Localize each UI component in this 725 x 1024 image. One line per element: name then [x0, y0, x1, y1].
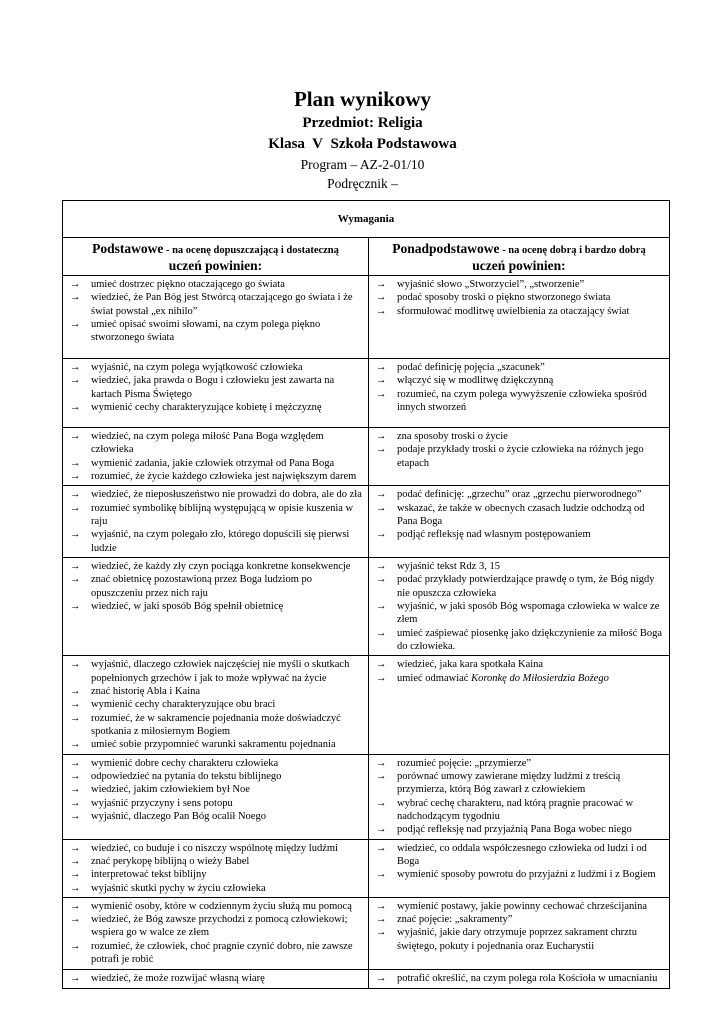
basic-cell [63, 486, 369, 558]
requirement-item [369, 926, 666, 953]
arrow-bullet-icon: → [376, 279, 387, 290]
requirement-text: umieć opisać swoimi słowami, na czym polega piękno stworzonego świata [91, 318, 321, 344]
table-row [63, 969, 670, 988]
requirement-text: potrafić określić, na czym polega rola Kościoła w umacnianiu [397, 972, 658, 984]
requirement-text: wiedzieć, że każdy zły czyn pociąga konkretne konsekwencje [91, 560, 351, 572]
basic-cell [63, 656, 369, 754]
requirement-text: rozumieć pojęcie: „przymierze” [397, 757, 532, 769]
arrow-bullet-icon: → [70, 489, 81, 501]
requirement-text: wymienić sposoby powrotu do przyjaźni z ludźmi i z Bogiem [397, 869, 656, 881]
arrow-bullet-icon: → [70, 431, 81, 442]
requirement-item [369, 658, 666, 671]
requirement-text: wyjaśnić, dlaczego Pan Bóg ocalił Noego [91, 810, 266, 822]
requirement-text: znać perykopę biblijną o wieży Babel [91, 855, 250, 867]
requirement-text: wymienić osoby, które w codziennym życiu służą mu pomocą [91, 900, 352, 912]
arrow-bullet-icon: → [70, 972, 81, 984]
column-header-advanced-line1 [373, 240, 665, 258]
arrow-bullet-icon: → [70, 685, 81, 697]
requirement-text: interpretować tekst biblijny [91, 869, 207, 881]
arrow-bullet-icon: → [70, 712, 81, 724]
requirement-item [369, 627, 666, 654]
advanced-cell [369, 839, 670, 897]
arrow-bullet-icon: → [376, 292, 387, 304]
requirement-item [369, 573, 666, 600]
requirement-item [63, 457, 365, 470]
requirement-item [63, 361, 365, 374]
requirement-text: zna sposoby troski o życie [397, 431, 508, 442]
document-header [0, 0, 725, 193]
arrow-bullet-icon: → [70, 502, 81, 514]
arrow-bullet-icon: → [70, 699, 81, 711]
basic-cell [63, 428, 369, 486]
requirement-text: umieć odmawiać Koronkę do Miłosierdzia Bożego [397, 672, 609, 684]
requirement-item [369, 797, 666, 824]
requirement-text: wskazać, że także w obecnych czasach ludzie odchodzą od Pana Boga [397, 502, 645, 527]
arrow-bullet-icon: → [70, 529, 81, 541]
requirement-item [369, 900, 666, 913]
requirement-item [63, 738, 365, 751]
arrow-bullet-icon: → [70, 574, 81, 586]
arrow-bullet-icon: → [70, 940, 81, 952]
basic-cell [63, 897, 369, 969]
requirement-text: podjąć refleksję nad własnym postępowaniem [397, 529, 591, 541]
document-title: Plan wynikowy [293, 87, 432, 111]
table-row [63, 428, 670, 486]
requirement-item [63, 757, 365, 770]
requirement-item [63, 913, 365, 940]
arrow-bullet-icon: → [376, 529, 387, 541]
arrow-bullet-icon: → [70, 375, 81, 387]
basic-cell [63, 276, 369, 359]
advanced-cell [369, 276, 670, 359]
arrow-bullet-icon: → [376, 842, 387, 854]
advanced-cell [369, 428, 670, 486]
arrow-bullet-icon: → [70, 401, 81, 413]
requirement-text: wymienić cechy charakteryzujące obu braci [91, 699, 276, 711]
requirement-item [369, 502, 666, 529]
requirement-item [369, 972, 666, 985]
arrow-bullet-icon: → [70, 457, 81, 469]
requirement-item [63, 842, 365, 855]
column-subtitle-basic: uczeń powinien: [168, 258, 263, 273]
arrow-bullet-icon: → [376, 375, 387, 387]
table-row [63, 486, 670, 558]
table-row [63, 839, 670, 897]
requirement-text: wiedzieć, że nieposłuszeństwo nie prowadzi do dobra, ale do zła [91, 489, 362, 501]
arrow-bullet-icon: → [376, 560, 387, 572]
subject-line: Przedmiot: Religia [302, 115, 423, 131]
requirement-item [369, 291, 666, 304]
requirement-text: podać definicję: „grzechu” oraz „grzechu pierworodnego” [397, 489, 642, 501]
requirement-item [369, 770, 666, 797]
requirement-text: wiedzieć, jakim człowiekiem był Noe [91, 784, 250, 796]
requirement-text: rozumieć, że w sakramencie pojednania może doświadczyć spotkania z miłosiernym Bogiem [91, 712, 341, 737]
requirement-item [369, 430, 666, 443]
arrow-bullet-icon: → [70, 470, 81, 482]
requirement-item [63, 810, 365, 823]
requirement-item [63, 488, 365, 501]
requirement-item [369, 913, 666, 926]
requirement-item [369, 560, 666, 573]
requirement-text: podjąć refleksję nad przyjaźnią Pana Boga wobec niego [397, 824, 632, 836]
requirement-item [63, 470, 365, 483]
requirement-item [63, 868, 365, 881]
requirement-text: podać definicję pojęcia „szacunek” [397, 362, 545, 373]
requirement-item [63, 278, 365, 291]
arrow-bullet-icon: → [376, 600, 387, 612]
arrow-bullet-icon: → [376, 770, 387, 782]
requirement-item [369, 757, 666, 770]
requirement-item [63, 573, 365, 600]
column-subtitle-advanced: uczeń powinien: [472, 258, 566, 273]
arrow-bullet-icon: → [376, 972, 387, 984]
arrow-bullet-icon: → [376, 824, 387, 836]
advanced-cell [369, 557, 670, 655]
requirement-item [63, 658, 365, 685]
requirement-text: odpowiedzieć na pytania do tekstu biblijnego [91, 770, 282, 782]
requirement-item [369, 361, 666, 374]
arrow-bullet-icon: → [376, 388, 387, 400]
advanced-cell [369, 754, 670, 839]
table-row [63, 557, 670, 655]
table-caption: Wymagania [63, 201, 670, 238]
requirement-text: wiedzieć, co oddala współczesnego człowieka od ludzi i od Boga [397, 842, 647, 867]
requirement-text: wymienić zadania, jakie człowiek otrzymał od Pana Boga [91, 457, 335, 469]
basic-cell [63, 359, 369, 428]
requirement-text: wyjaśnić skutki pychy w życiu człowieka [91, 882, 266, 894]
requirement-item [369, 868, 666, 881]
requirement-text: wiedzieć, na czym polega miłość Pana Boga względem człowieka [91, 431, 324, 456]
table-row [63, 276, 670, 359]
arrow-bullet-icon: → [376, 797, 387, 809]
requirement-text: umieć zaśpiewać piosenkę jako dziękczynienie za miłość Boga do człowieka. [397, 627, 663, 652]
basic-cell [63, 969, 369, 988]
requirement-item [63, 401, 365, 414]
requirement-text: rozumieć, na czym polega wywyższenie człowieka spośród innych stworzeń [397, 388, 647, 413]
basic-cell [63, 839, 369, 897]
requirement-text: wiedzieć, w jaki sposób Bóg spełnił obietnicę [91, 600, 284, 612]
arrow-bullet-icon: → [70, 869, 81, 881]
arrow-bullet-icon: → [70, 318, 81, 330]
column-header-basic [63, 238, 369, 276]
arrow-bullet-icon: → [376, 431, 387, 442]
column-header-advanced [369, 238, 670, 276]
requirement-text: wiedzieć, że Pan Bóg jest Stwórcą otaczającego go świata i że świat powstał „ex nihilo” [91, 292, 353, 317]
arrow-bullet-icon: → [376, 489, 387, 501]
requirement-item [63, 600, 365, 613]
arrow-bullet-icon: → [70, 739, 81, 751]
advanced-cell [369, 359, 670, 428]
arrow-bullet-icon: → [70, 914, 81, 926]
requirement-text: wyjaśnić, na czym polega wyjątkowość człowieka [91, 362, 303, 373]
table-row [63, 359, 670, 428]
arrow-bullet-icon: → [70, 810, 81, 822]
arrow-bullet-icon: → [70, 757, 81, 769]
requirement-item [63, 797, 365, 810]
arrow-bullet-icon: → [376, 627, 387, 639]
requirement-text: wiedzieć, że może rozwijać własną wiarę [91, 972, 265, 984]
arrow-bullet-icon: → [376, 914, 387, 926]
arrow-bullet-icon: → [70, 770, 81, 782]
textbook-line: Podręcznik – [327, 176, 398, 191]
arrow-bullet-icon: → [70, 797, 81, 809]
requirement-item [369, 528, 666, 541]
advanced-cell [369, 656, 670, 754]
requirement-item [369, 823, 666, 836]
table-row [63, 656, 670, 754]
requirements-tbody [63, 276, 670, 989]
requirement-text: wybrać cechę charakteru, nad którą pragnie pracować w nadchodzącym tygodniu [397, 797, 634, 822]
requirement-text: umieć dostrzec piękno otaczającego go świata [91, 279, 285, 290]
requirement-item [63, 900, 365, 913]
arrow-bullet-icon: → [376, 927, 387, 939]
caption-row [63, 201, 670, 238]
requirement-item [369, 672, 666, 685]
requirement-text: wyjaśnić, na czym polegało zło, którego dopuścili się pierwsi ludzie [91, 529, 350, 554]
requirement-text: wyjaśnić przyczyny i sens potopu [91, 797, 233, 809]
requirement-text: wyjaśnić, jakie dary otrzymuje poprzez sakrament chrztu świętego, pokuty i pojednania oraz Eucharystii [397, 927, 637, 952]
requirement-text: włączyć się w modlitwę dziękczynną [397, 375, 554, 387]
arrow-bullet-icon: → [70, 560, 81, 572]
requirement-text: wymienić cechy charakteryzujące kobietę i mężczyznę [91, 401, 322, 413]
requirement-item [63, 528, 365, 555]
arrow-bullet-icon: → [376, 672, 387, 684]
column-title-basic: Podstawowe [92, 241, 164, 256]
arrow-bullet-icon: → [70, 784, 81, 796]
arrow-bullet-icon: → [70, 600, 81, 612]
requirement-item [63, 430, 365, 457]
table-row [63, 754, 670, 839]
requirement-text: wyjaśnić, w jaki sposób Bóg wspomaga człowieka w walce ze złem [397, 600, 660, 626]
advanced-cell [369, 897, 670, 969]
requirement-text: wiedzieć, że Bóg zawsze przychodzi z pomocą człowiekowi; wspiera go w walce ze złem [91, 914, 348, 939]
advanced-cell [369, 486, 670, 558]
arrow-bullet-icon: → [70, 292, 81, 304]
requirement-item [63, 698, 365, 711]
requirement-item [63, 685, 365, 698]
arrow-bullet-icon: → [70, 842, 81, 854]
requirement-item [63, 560, 365, 573]
arrow-bullet-icon: → [70, 279, 81, 290]
arrow-bullet-icon: → [376, 574, 387, 586]
requirement-item [63, 770, 365, 783]
column-header-basic-line1 [67, 240, 364, 258]
class-line: Klasa V Szkoła Podstawowa [268, 136, 457, 152]
requirement-item [63, 712, 365, 739]
arrow-bullet-icon: → [70, 900, 81, 912]
requirement-text: wiedzieć, jaka kara spotkała Kaina [397, 659, 544, 671]
arrow-bullet-icon: → [376, 305, 387, 317]
column-qualifier-advanced: - na ocenę dobrą i bardzo dobrą [499, 245, 646, 256]
requirement-item [369, 388, 666, 415]
requirement-item [369, 278, 666, 291]
column-title-advanced: Ponadpodstawowe [392, 241, 500, 256]
requirement-text-italic: Koronkę do Miłosierdzia Bożego [471, 672, 609, 684]
requirement-item [63, 374, 365, 401]
requirement-item [369, 488, 666, 501]
requirement-item [369, 443, 666, 470]
arrow-bullet-icon: → [376, 757, 387, 769]
requirements-table [62, 200, 670, 989]
requirement-item [63, 972, 365, 985]
advanced-cell [369, 969, 670, 988]
column-qualifier-basic: - na ocenę dopuszczającą i dostateczną [163, 245, 339, 256]
requirement-item [63, 502, 365, 529]
requirement-item [369, 842, 666, 869]
arrow-bullet-icon: → [376, 502, 387, 514]
requirement-item [369, 374, 666, 387]
requirement-item [369, 600, 666, 627]
requirement-text: wiedzieć, co buduje i co niszczy wspólnotę między ludźmi [91, 842, 338, 854]
requirement-text: znać obietnicę pozostawioną przez Boga ludziom po opuszczeniu przez nich raju [91, 574, 313, 599]
requirement-text: wyjaśnić tekst Rdz 3, 15 [397, 560, 500, 572]
requirement-item [63, 855, 365, 868]
arrow-bullet-icon: → [70, 855, 81, 867]
arrow-bullet-icon: → [376, 444, 387, 456]
arrow-bullet-icon: → [70, 362, 81, 373]
requirement-item [63, 940, 365, 967]
requirement-text: sformułować modlitwę uwielbienia za otaczający świat [397, 305, 630, 317]
requirement-text: podać sposoby troski o piękno stworzonego świata [397, 292, 611, 304]
requirement-item [63, 291, 365, 318]
basic-cell [63, 557, 369, 655]
requirement-text: wymienić dobre cechy charakteru człowieka [91, 757, 279, 769]
requirement-text: rozumieć, że człowiek, choć pragnie czynić dobro, nie zawsze potrafi je robić [91, 940, 353, 966]
requirement-item [63, 882, 365, 895]
requirement-item [369, 305, 666, 318]
requirement-text: rozumieć, że życie każdego człowieka jest największym darem [91, 470, 357, 482]
requirement-text: znać pojęcie: „sakramenty” [397, 914, 513, 926]
requirement-text: podaje przykłady troski o życie człowieka na różnych jego etapach [397, 444, 644, 469]
arrow-bullet-icon: → [70, 882, 81, 894]
requirement-item [63, 318, 365, 345]
requirement-text: wymienić postawy, jakie powinny cechować chrześcijanina [397, 900, 648, 912]
requirement-text: wiedzieć, jaka prawda o Bogu i człowieku jest zawarta na kartach Pisma Świętego [91, 375, 335, 400]
requirement-item [63, 783, 365, 796]
arrow-bullet-icon: → [376, 362, 387, 373]
column-header-row [63, 238, 670, 276]
program-line: Program – AZ-2-01/10 [300, 157, 425, 172]
requirement-text: porównać umowy zawierane między ludźmi z treścią przymierza, którą Bóg zawarł z człowiekiem [397, 770, 621, 796]
requirement-text: wyjaśnić słowo „Stworzyciel”, „stworzenie” [397, 279, 585, 290]
arrow-bullet-icon: → [376, 900, 387, 912]
requirement-text: rozumieć symbolikę biblijną występującą w opisie kuszenia w raju [91, 502, 354, 527]
arrow-bullet-icon: → [376, 659, 387, 671]
arrow-bullet-icon: → [70, 659, 81, 671]
basic-cell [63, 754, 369, 839]
requirement-text: podać przykłady potwierdzające prawdę o tym, że Bóg nigdy nie opuszcza człowieka [397, 574, 655, 599]
requirement-text: znać historię Abla i Kaina [91, 685, 201, 697]
requirement-text: wyjaśnić, dlaczego człowiek najczęściej nie myśli o skutkach popełnionych grzechów i jak to może wpływać na życie [91, 659, 350, 684]
arrow-bullet-icon: → [376, 869, 387, 881]
table-row [63, 897, 670, 969]
requirement-text: umieć sobie przypomnieć warunki sakramentu pojednania [91, 739, 336, 751]
